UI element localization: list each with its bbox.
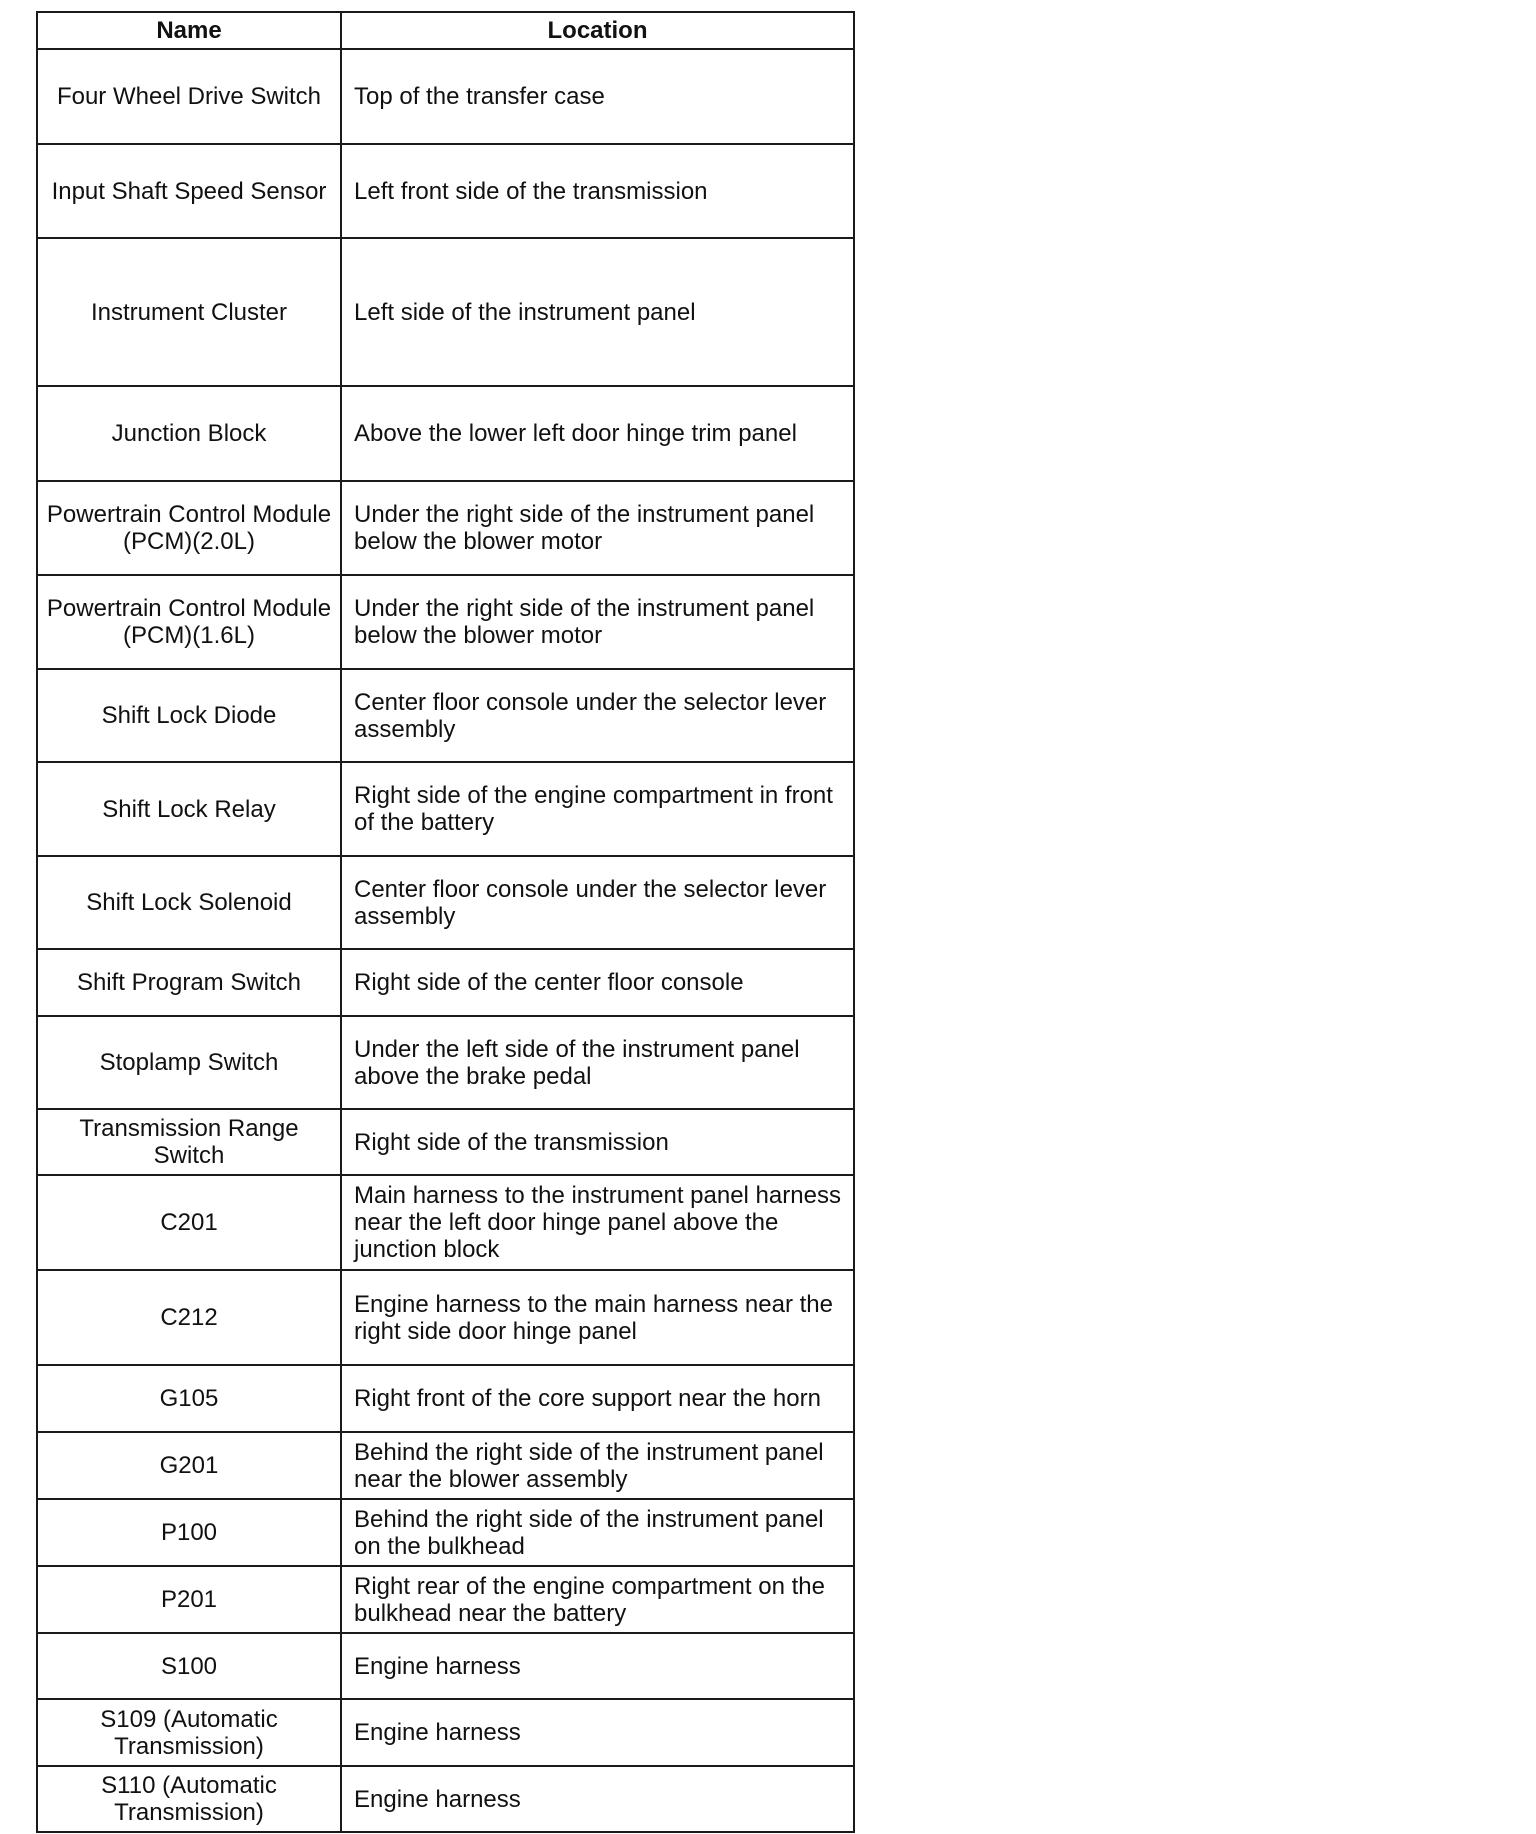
- table-row: [37, 1175, 854, 1270]
- component-name: S100: [37, 1633, 341, 1699]
- table-row: [37, 1499, 854, 1566]
- component-name: S110 (Automatic Transmission): [37, 1766, 341, 1832]
- component-name: Shift Lock Solenoid: [37, 856, 341, 949]
- component-location: Right side of the engine compartment in front of the battery: [341, 762, 854, 856]
- table-row: [37, 1566, 854, 1633]
- table-row: [37, 669, 854, 762]
- component-location: Engine harness: [341, 1633, 854, 1699]
- component-location: Left front side of the transmission: [341, 144, 854, 238]
- table-row: [37, 386, 854, 481]
- component-name: Shift Lock Relay: [37, 762, 341, 856]
- component-name: Junction Block: [37, 386, 341, 481]
- table-row: [37, 949, 854, 1016]
- component-name: Powertrain Control Module (PCM)(2.0L): [37, 481, 341, 575]
- table-row: [37, 1365, 854, 1432]
- table-row: [37, 1016, 854, 1109]
- component-name: Powertrain Control Module (PCM)(1.6L): [37, 575, 341, 669]
- column-header-location: Location: [341, 12, 854, 49]
- component-location: Center floor console under the selector lever assembly: [341, 669, 854, 762]
- table-row: [37, 1432, 854, 1499]
- table-row: [37, 1699, 854, 1766]
- table-row: [37, 1633, 854, 1699]
- component-location: Behind the right side of the instrument panel on the bulkhead: [341, 1499, 854, 1566]
- component-name: P100: [37, 1499, 341, 1566]
- table-row: [37, 856, 854, 949]
- component-location: Engine harness to the main harness near the right side door hinge panel: [341, 1270, 854, 1365]
- table-row: [37, 238, 854, 386]
- component-name: Four Wheel Drive Switch: [37, 49, 341, 144]
- component-location: Above the lower left door hinge trim panel: [341, 386, 854, 481]
- component-location: Engine harness: [341, 1699, 854, 1766]
- component-name: Transmission Range Switch: [37, 1109, 341, 1175]
- component-location: Main harness to the instrument panel harness near the left door hinge panel above the junction block: [341, 1175, 854, 1270]
- table-row: [37, 49, 854, 144]
- component-name: G105: [37, 1365, 341, 1432]
- component-location: Center floor console under the selector lever assembly: [341, 856, 854, 949]
- component-location-table: [36, 11, 855, 1833]
- component-name: Stoplamp Switch: [37, 1016, 341, 1109]
- component-name: G201: [37, 1432, 341, 1499]
- component-location: Under the left side of the instrument panel above the brake pedal: [341, 1016, 854, 1109]
- table-row: [37, 1766, 854, 1832]
- table-row: [37, 575, 854, 669]
- component-location: Right front of the core support near the horn: [341, 1365, 854, 1432]
- component-name: Shift Program Switch: [37, 949, 341, 1016]
- component-name: Shift Lock Diode: [37, 669, 341, 762]
- table-row: [37, 1109, 854, 1175]
- component-name: C201: [37, 1175, 341, 1270]
- component-location: Left side of the instrument panel: [341, 238, 854, 386]
- table-row: [37, 1270, 854, 1365]
- component-location: Top of the transfer case: [341, 49, 854, 144]
- component-location: Behind the right side of the instrument panel near the blower assembly: [341, 1432, 854, 1499]
- column-header-name: Name: [37, 12, 341, 49]
- component-location: Under the right side of the instrument panel below the blower motor: [341, 575, 854, 669]
- component-name: S109 (Automatic Transmission): [37, 1699, 341, 1766]
- table-row: [37, 144, 854, 238]
- component-location: Right side of the transmission: [341, 1109, 854, 1175]
- component-name: P201: [37, 1566, 341, 1633]
- component-location: Engine harness: [341, 1766, 854, 1832]
- component-name: Input Shaft Speed Sensor: [37, 144, 341, 238]
- table-row: [37, 481, 854, 575]
- component-name: Instrument Cluster: [37, 238, 341, 386]
- component-name: C212: [37, 1270, 341, 1365]
- component-location: Under the right side of the instrument panel below the blower motor: [341, 481, 854, 575]
- component-location: Right side of the center floor console: [341, 949, 854, 1016]
- table-row: [37, 762, 854, 856]
- table-header-row: [37, 12, 854, 49]
- component-location: Right rear of the engine compartment on the bulkhead near the battery: [341, 1566, 854, 1633]
